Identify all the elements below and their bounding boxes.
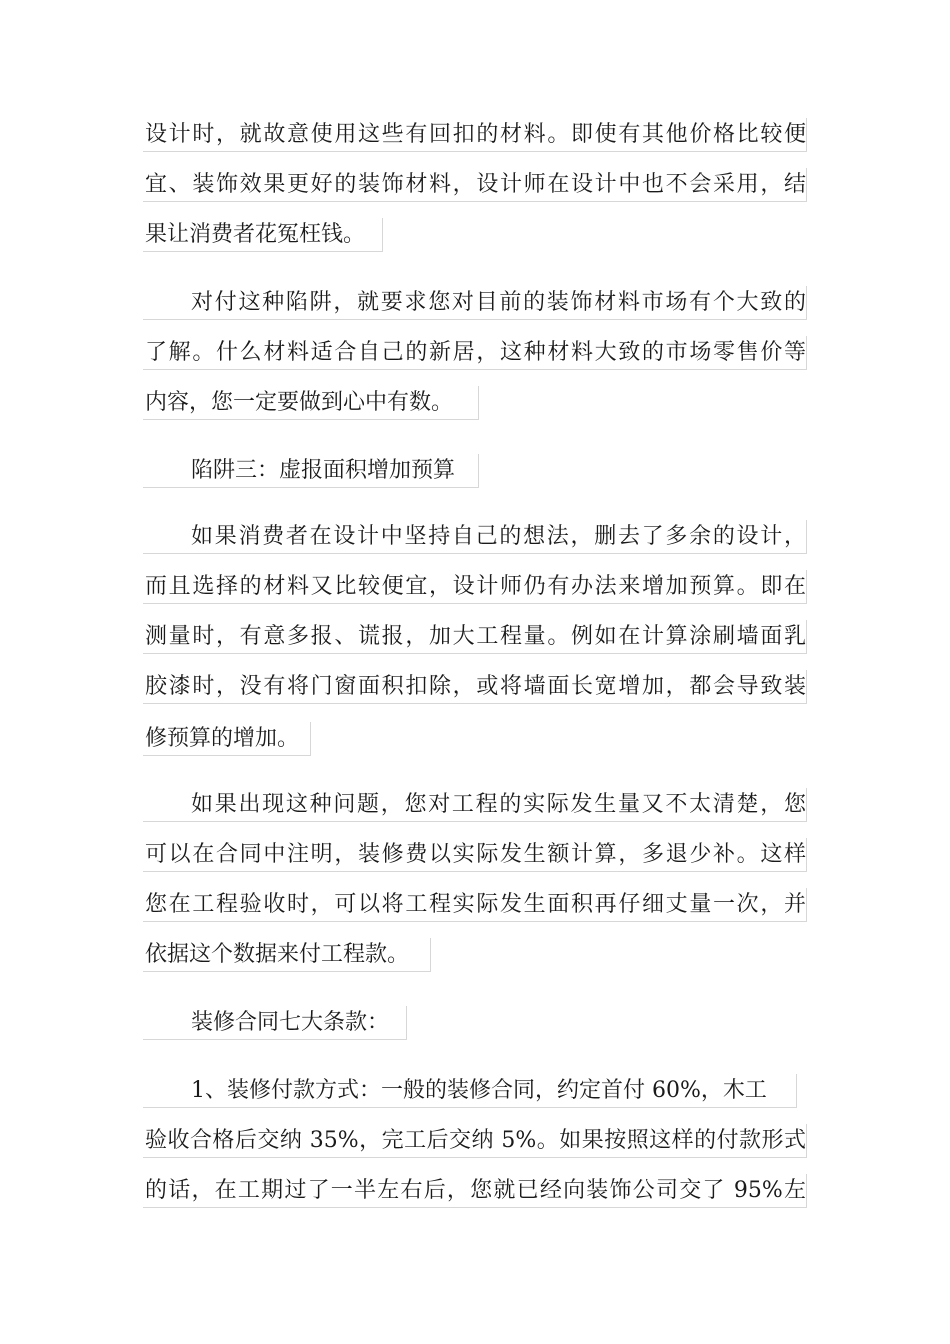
text-line: 依据这个数据来付工程款。	[143, 938, 431, 972]
section-heading: 装修合同七大条款：	[143, 1006, 407, 1040]
text-line: 宜、装饰效果更好的装饰材料，设计师在设计中也不会采用，结	[143, 168, 807, 202]
text-line: 测量时，有意多报、谎报，加大工程量。例如在计算涂刷墙面乳	[143, 620, 807, 654]
text-line: 可以在合同中注明，装修费以实际发生额计算，多退少补。这样	[143, 838, 807, 872]
text-line: 如果消费者在设计中坚持自己的想法，删去了多余的设计，	[143, 520, 807, 554]
text-line: 验收合格后交纳 35%，完工后交纳 5%。如果按照这样的付款形式	[143, 1124, 807, 1158]
text-line: 对付这种陷阱，就要求您对目前的装饰材料市场有个大致的	[143, 286, 807, 320]
text-line: 而且选择的材料又比较便宜，设计师仍有办法来增加预算。即在	[143, 570, 807, 604]
text-line: 了解。什么材料适合自己的新居，这种材料大致的市场零售价等	[143, 336, 807, 370]
text-line: 如果出现这种问题，您对工程的实际发生量又不太清楚，您	[143, 788, 807, 822]
text-line: 果让消费者花冤枉钱。	[143, 218, 383, 252]
text-line: 1、装修付款方式：一般的装修合同，约定首付 60%，木工	[143, 1074, 797, 1108]
text-line: 修预算的增加。	[143, 722, 311, 756]
text-line: 胶漆时，没有将门窗面积扣除，或将墙面长宽增加，都会导致装	[143, 670, 807, 704]
text-line: 您在工程验收时，可以将工程实际发生面积再仔细丈量一次，并	[143, 888, 807, 922]
section-heading: 陷阱三：虚报面积增加预算	[143, 454, 479, 488]
text-line: 内容，您一定要做到心中有数。	[143, 386, 479, 420]
text-line: 的话，在工期过了一半左右后，您就已经向装饰公司交了 95%左	[143, 1174, 807, 1208]
text-line: 设计时，就故意使用这些有回扣的材料。即使有其他价格比较便	[143, 118, 807, 152]
